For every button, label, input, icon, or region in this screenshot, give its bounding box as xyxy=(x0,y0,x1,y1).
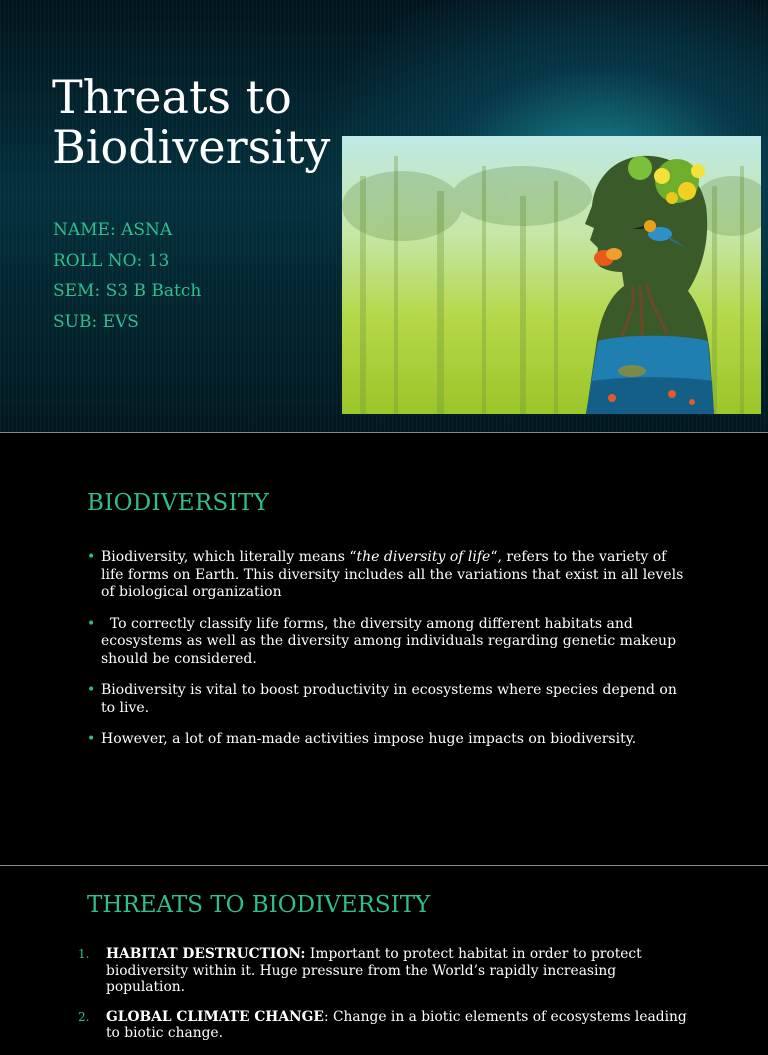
threats-heading: THREATS TO BIODIVERSITY xyxy=(87,892,431,918)
slide-title xyxy=(52,72,342,172)
student-info xyxy=(53,215,201,337)
title-line-2: Biodiversity xyxy=(52,120,331,174)
item-number: 2. xyxy=(78,1009,90,1024)
list-item: 1. HABITAT DESTRUCTION: Important to protect habitat in order to protect biodiversity within it. Huge pressure from the World’s rapidly increasing population. xyxy=(78,946,642,995)
threats-list xyxy=(78,946,688,1055)
list-item: • Biodiversity is vital to boost productivity in ecosystems where species depend on to live. xyxy=(87,682,677,716)
biodiversity-heading: BIODIVERSITY xyxy=(87,490,270,516)
bullet-dot: • xyxy=(87,682,96,698)
bullet-dot: • xyxy=(87,731,96,747)
list-item: 2. GLOBAL CLIMATE CHANGE: Change in a biotic elements of ecosystems leading to biotic change. xyxy=(78,1008,687,1041)
biodiversity-bullets xyxy=(87,549,687,763)
info-semester: SEM: S3 B Batch xyxy=(53,281,202,301)
biodiversity-silhouette-image xyxy=(342,136,761,414)
item-number: 1. xyxy=(78,947,90,961)
bullet-dot: • xyxy=(87,549,96,565)
list-item: • Biodiversity, which literally means “the diversity of life“, refers to the variety of life forms on Earth. This diversity includes all the variations that exist in all levels of biological organization xyxy=(87,549,684,600)
forest-illustration xyxy=(342,136,761,414)
info-subject: SUB: EVS xyxy=(53,311,139,332)
info-roll-no: ROLL NO: 13 xyxy=(53,250,170,271)
title-line-1: Threats to xyxy=(52,70,292,124)
bullet-dot: • xyxy=(87,615,96,632)
info-name: NAME: ASNA xyxy=(53,220,173,240)
list-item: • However, a lot of man-made activities impose huge impacts on biodiversity. xyxy=(87,731,637,747)
list-item: • To correctly classify life forms, the diversity among different habitats and ecosystems as well as the diversity among individuals regarding genetic makeup should be considered. xyxy=(87,615,681,667)
